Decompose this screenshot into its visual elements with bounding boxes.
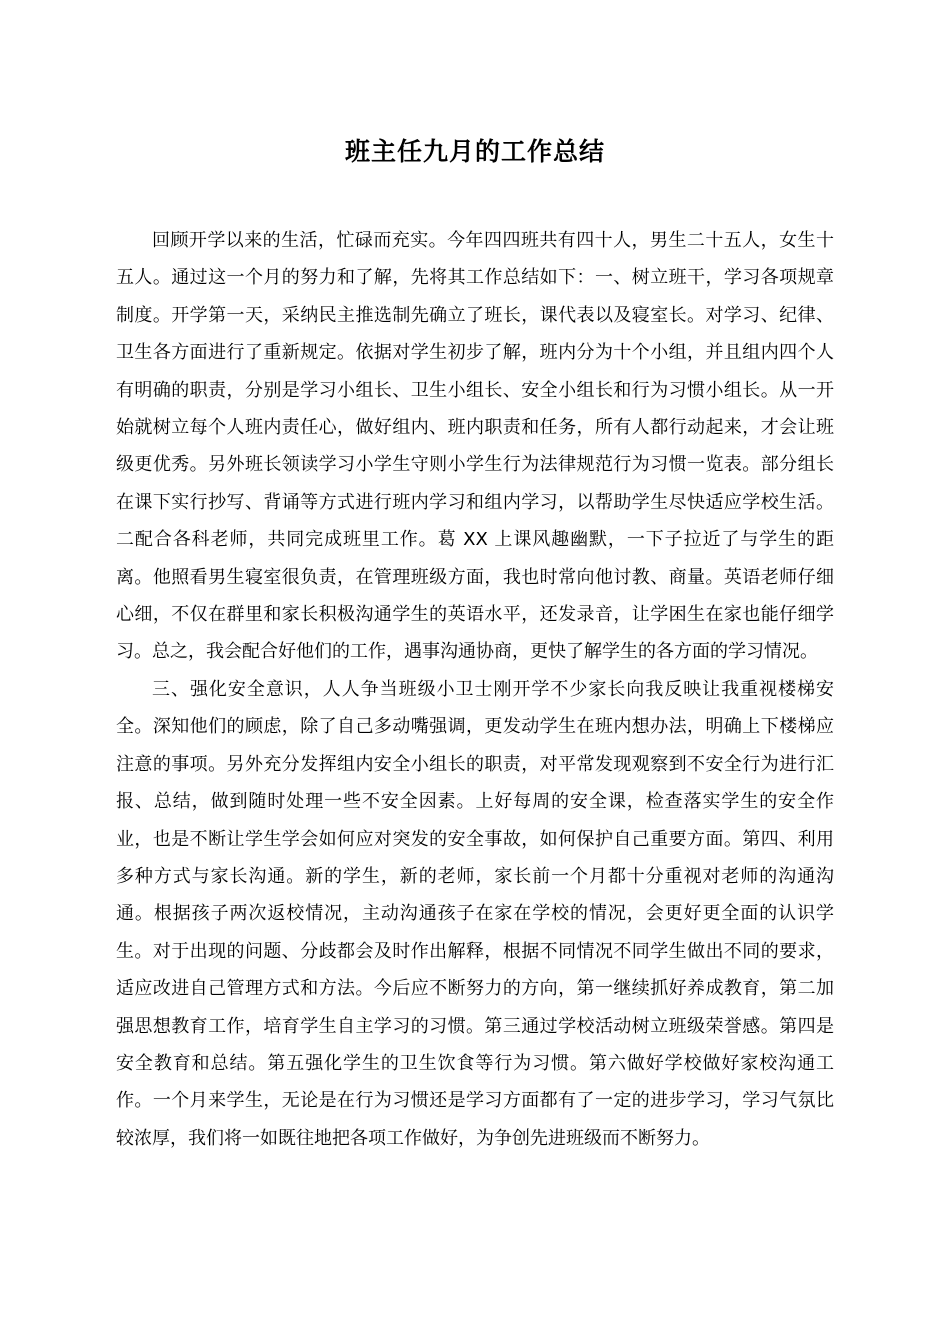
document-title: 班主任九月的工作总结 (344, 137, 605, 166)
document-body (116, 222, 834, 1157)
paragraph-2: 三、强化安全意识，人人争当班级小卫士刚开学不少家长向我反映让我重视楼梯安全。深知他们的顾虑，除了自己多动嘴强调，更发动学生在班内想办法，明确上下楼梯应注意的事项。另外充分发挥组内安全小组长的职责，对平常发现观察到不安全行为进行汇报、总结，做到随时处理一些不安全因素。上好每周的安全课，检查落实学生的安全作业，也是不断让学生学会如何应对突发的安全事故，如何保护自己重要方面。第四、利用多种方式与家长沟通。新的学生，新的老师，家长前一个月都十分重视对老师的沟通沟通。根据孩子两次返校情况，主动沟通孩子在家在学校的情况，会更好更全面的认识学生。对于出现的问题、分歧都会及时作出解释，根据不同情况不同学生做出不同的要求，适应改进自己管理方式和方法。今后应不断努力的方向，第一继续抓好养成教育，第二加强思想教育工作，培育学生自主学习的习惯。第三通过学校活动树立班级荣誉感。第四是安全教育和总结。第五强化学生的卫生饮食等行为习惯。第六做好学校做好家校沟通工作。一个月来学生，无论是在行为习惯还是学习方面都有了一定的进步学习，学习气氛比较浓厚，我们将一如既往地把各项工作做好，为争创先进班级而不断努力。 (116, 678, 834, 1149)
paragraph-1: 回顾开学以来的生活，忙碌而充实。今年四四班共有四十人，男生二十五人，女生十五人。通过这一个月的努力和了解，先将其工作总结如下：一、树立班干，学习各项规章制度。开学第一天，采纳民主推选制先确立了班长，课代表以及寝室长。对学习、纪律、卫生各方面进行了重新规定。依据对学生初步了解，班内分为十个小组，并且组内四个人有明确的职责，分别是学习小组长、卫生小组长、安全小组长和行为习惯小组长。从一开始就树立每个人班内责任心，做好组内、班内职责和任务，所有人都行动起来，才会让班级更优秀。另外班长领读学习小学生守则小学生行为法律规范行为习惯一览表。部分组长在课下实行抄写、背诵等方式进行班内学习和组内学习，以帮助学生尽快适应学校生活。二配合各科老师，共同完成班里工作。葛 XX 上课风趣幽默，一下子拉近了与学生的距离。他照看男生寝室很负责，在管理班级方面，我也时常向他讨教、商量。英语老师仔细心细，不仅在群里和家长积极沟通学生的英语水平，还发录音，让学困生在家也能仔细学习。总之，我会配合好他们的工作，遇事沟通协商，更快了解学生的各方面的学习情况。 (116, 230, 834, 663)
